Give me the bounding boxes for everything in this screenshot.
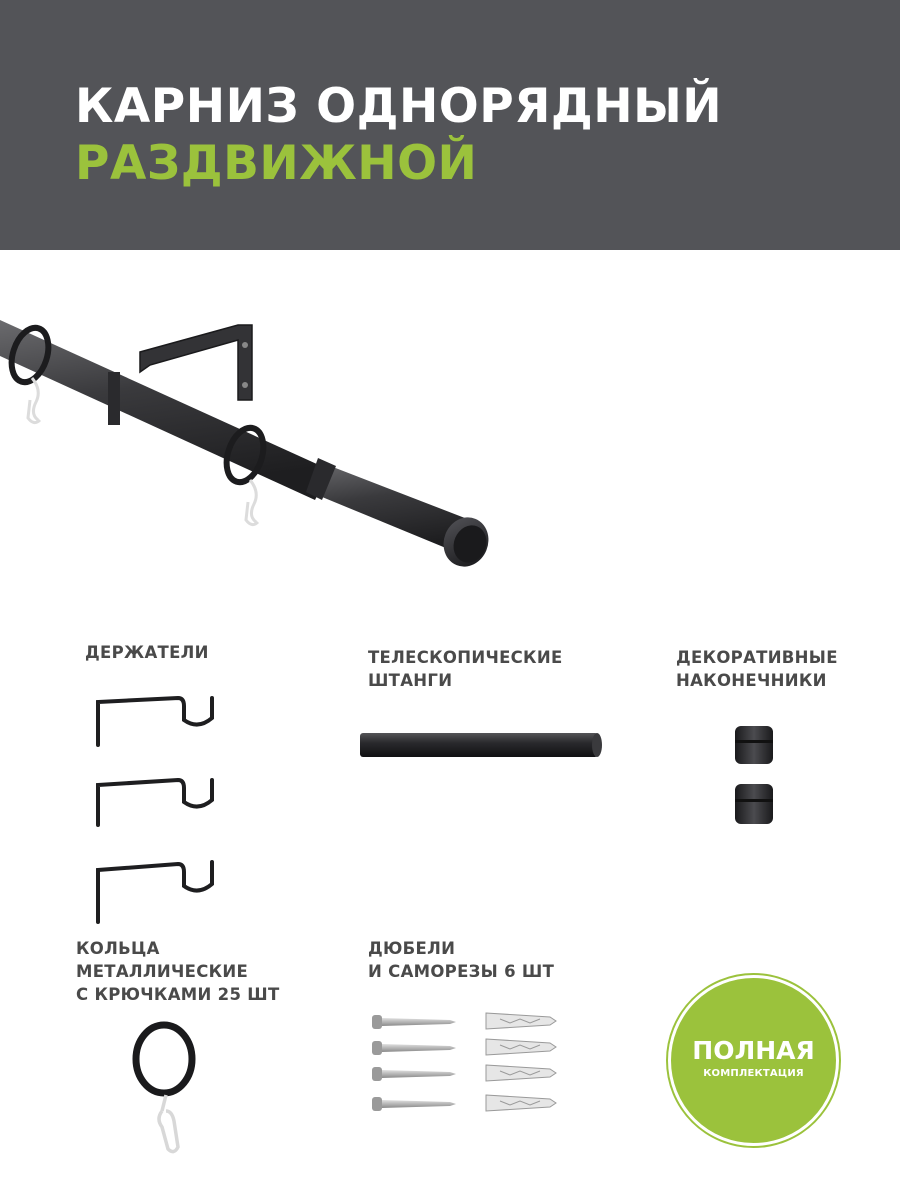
holder-brackets-illustration [88,690,228,930]
finials-label-line1: ДЕКОРАТИВНЫЕ [676,648,838,667]
rods-label [368,646,563,692]
screw-icon [372,1015,456,1029]
rings-label-line1: КОЛЬЦА [76,939,160,958]
rods-label-line1: ТЕЛЕСКОПИЧЕСКИЕ [368,648,563,667]
dowel-icon [486,1095,556,1111]
holder-bracket-icon [98,698,212,745]
holder-bracket-icon [98,862,212,922]
header-banner [0,0,900,250]
rings-label-line3: С КРЮЧКАМИ 25 ШТ [76,985,280,1004]
curtain-rod-illustration [0,300,520,580]
fasteners-label-line2: И САМОРЕЗЫ 6 ШТ [368,962,555,981]
fasteners-illustration [370,1005,565,1125]
fasteners-label-line1: ДЮБЕЛИ [368,939,456,958]
screw-icon [372,1067,456,1081]
screw-icon [372,1097,456,1111]
finials-label [676,646,838,692]
badge-line-1: ПОЛНАЯ [692,1036,815,1065]
finials-label-line2: НАКОНЕЧНИКИ [676,671,827,690]
fasteners-label [368,937,554,983]
rings-label-line2: МЕТАЛЛИЧЕСКИЕ [76,962,249,981]
telescopic-rod-icon [358,730,603,760]
badge-line-2: КОМПЛЕКТАЦИЯ [703,1068,804,1079]
rods-label-line2: ШТАНГИ [368,671,453,690]
full-kit-badge [668,975,839,1146]
ring-with-hook-icon [128,1015,208,1165]
title-line-1: КАРНИЗ ОДНОРЯДНЫЙ [75,79,723,134]
finial-icon [735,726,773,764]
dowel-icon [486,1013,556,1029]
dowel-icon [486,1039,556,1055]
title-line-2: РАЗДВИЖНОЙ [75,136,478,191]
holder-bracket-icon [98,780,212,825]
finials-illustration [730,722,780,832]
dowel-icon [486,1065,556,1081]
screw-icon [372,1041,456,1055]
rings-label [76,937,280,1006]
finial-icon [735,784,773,824]
holders-label [85,641,209,664]
holders-label-line1: ДЕРЖАТЕЛИ [85,643,209,662]
